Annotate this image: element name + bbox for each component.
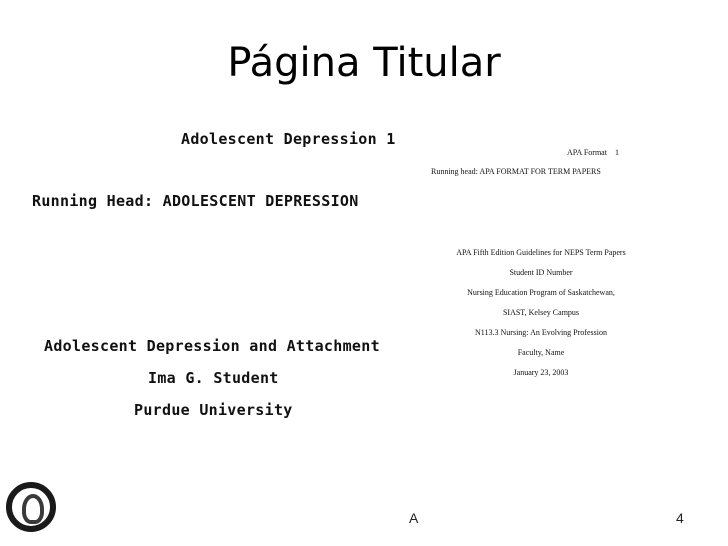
page-number: 4 — [676, 510, 684, 526]
right-date: January 23, 2003 — [513, 368, 569, 377]
left-page-header: Adolescent Depression 1 — [181, 130, 396, 148]
left-running-head: Running Head: ADOLESCENT DEPRESSION — [32, 192, 359, 210]
right-course: N113.3 Nursing: An Evolving Profession — [475, 328, 607, 337]
right-student-id: Student ID Number — [509, 268, 573, 277]
right-page-header: APA Format 1 — [567, 148, 619, 157]
slide-title: Página Titular — [227, 40, 501, 86]
logo-icon — [6, 482, 56, 532]
left-institution: Purdue University — [134, 401, 293, 419]
right-title-line: APA Fifth Edition Guidelines for NEPS Term Papers — [456, 248, 626, 257]
left-author: Ima G. Student — [148, 369, 279, 387]
footer-label: A — [409, 510, 419, 526]
left-paper-title: Adolescent Depression and Attachment — [44, 337, 380, 355]
right-faculty: Faculty, Name — [517, 348, 565, 357]
right-program: Nursing Education Program of Saskatchewan, — [467, 288, 615, 297]
right-campus: SIAST, Kelsey Campus — [502, 308, 580, 317]
right-running-head: Running head: APA FORMAT FOR TERM PAPERS — [431, 167, 601, 176]
